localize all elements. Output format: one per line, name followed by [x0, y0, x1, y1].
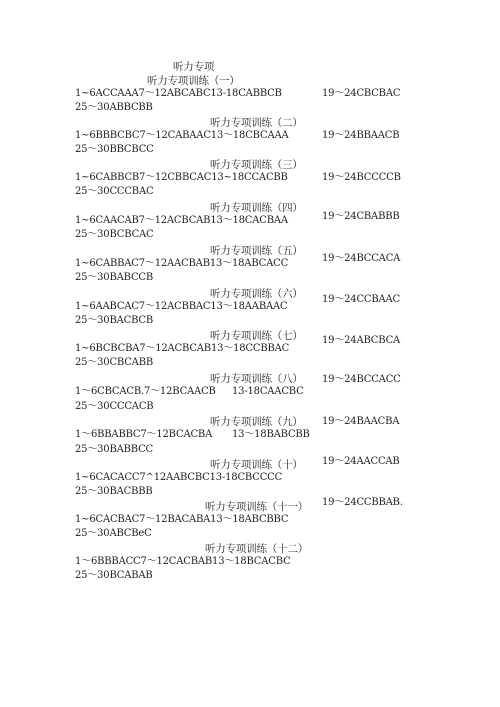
answer-line-1-6-to-18: 1~6CAACAB7～12ACBCAB13～18CACBAA	[75, 215, 288, 226]
answer-line-25-30: 25～30CCCACB	[75, 401, 154, 412]
answer-line-25-30: 25～30ABBCBB	[75, 102, 153, 113]
section-heading-7: 听力专项训练（七）	[210, 330, 303, 342]
answer-line-1-6-to-18: 1~6CACBAC7～12BACABA13～18ABCBBC	[75, 514, 289, 525]
answer-line-25-30: 25～30CCCBAC	[75, 186, 154, 197]
section-heading-8: 听力专项训练（八）	[210, 373, 303, 385]
section-heading-3: 听力专项训练（三）	[210, 159, 303, 171]
document-title: 听力专项	[173, 61, 215, 73]
section-heading-1: 听力专项训练（一）	[147, 75, 240, 87]
answer-line-1-6-to-18: 1~6CACACC7^12AABCBC13-18CBCCCC	[75, 472, 283, 483]
answer-line-25-30: 25～30BACBCB	[75, 315, 154, 326]
answer-line-1-6-to-18: 1~6BBBCBC7～12CABAAC13～18CBCAAA	[75, 130, 289, 141]
answer-line-25-30: 25～30BABCCB	[75, 272, 154, 283]
answer-line-25-30: 25～30BACBBB	[75, 486, 153, 497]
answer-line-25-30: 25～30BABBCC	[75, 444, 154, 455]
answer-line-1-6-to-18: 1~6BCBCBA7～12ACBCAB13～18CCBBAC	[75, 343, 290, 354]
section-heading-12: 听力专项训练（十二）	[205, 543, 308, 555]
answer-line-25-30: 25～30CBCABB	[75, 357, 154, 368]
answer-19-24: 19～24ABCBCA	[322, 335, 401, 346]
answer-19-24: 19～24CCBBAB.	[322, 497, 403, 508]
answer-line-25-30: 25～30BCBCAC	[75, 229, 154, 240]
section-heading-9: 听力专项训练（九）	[210, 416, 303, 428]
answer-line-1-6-to-18: 1～6BBBACC7～12CACBAB13～18BCACBC	[75, 556, 291, 567]
section-heading-5: 听力专项训练（五）	[210, 245, 303, 257]
answer-19-24: 19～24BCCCCB	[322, 172, 401, 183]
answer-19-24: 19～24CBCBAC	[322, 88, 401, 99]
answer-line-1-6-to-18: 1~6AABCAC7～12ACBBAC13～18AABAAC	[75, 301, 288, 312]
answer-line-1-6-to-18: 1~6CABBAC7～12AACBAB13～18ABCACC	[75, 258, 289, 269]
section-heading-10: 听力专项训练（十）	[210, 459, 303, 471]
section-heading-2: 听力专项训练（二）	[210, 117, 303, 129]
answer-19-24: 19～24BCCACA	[322, 253, 401, 264]
section-heading-4: 听力专项训练（四）	[210, 202, 303, 214]
answer-line-25-30: 25～30ABCBeC	[75, 528, 152, 539]
section-heading-11: 听力专项训练（十一）	[205, 501, 308, 513]
answer-line-1-6-to-18: 1~6CABBCB7～12CBBCAC13~18CCACBB	[75, 172, 288, 183]
answer-19-24: 19～24BBAACB	[322, 130, 400, 141]
answer-line-1-6-to-12: 1～6CBCACB.7～12BCAACB	[75, 386, 216, 397]
answer-19-24: 19～24AACCAB	[322, 456, 400, 467]
answer-line-13-18: 13-18CAACBC	[232, 386, 304, 397]
answer-line-25-30: 25～30BCABAB	[75, 570, 153, 581]
answer-19-24: 19～24BCCACC	[322, 374, 401, 385]
answer-line-25-30: 25～30BBCBCC	[75, 144, 154, 155]
section-heading-6: 听力专项训练（六）	[210, 288, 303, 300]
answer-line-1-6-to-18: 1~6ACCAAA7～12ABCABC13-18CABBCB	[75, 88, 282, 99]
answer-line-1-6-to-12: 1～6BBABBC7～12BCACBA	[75, 429, 213, 440]
answer-19-24: 19～24BAACBA	[322, 416, 400, 427]
answer-19-24: 19～24CCBAAC	[322, 294, 400, 305]
answer-19-24: 19～24CBABBB	[322, 211, 400, 222]
answer-line-13-18: 13～18BABCBB	[232, 429, 310, 440]
